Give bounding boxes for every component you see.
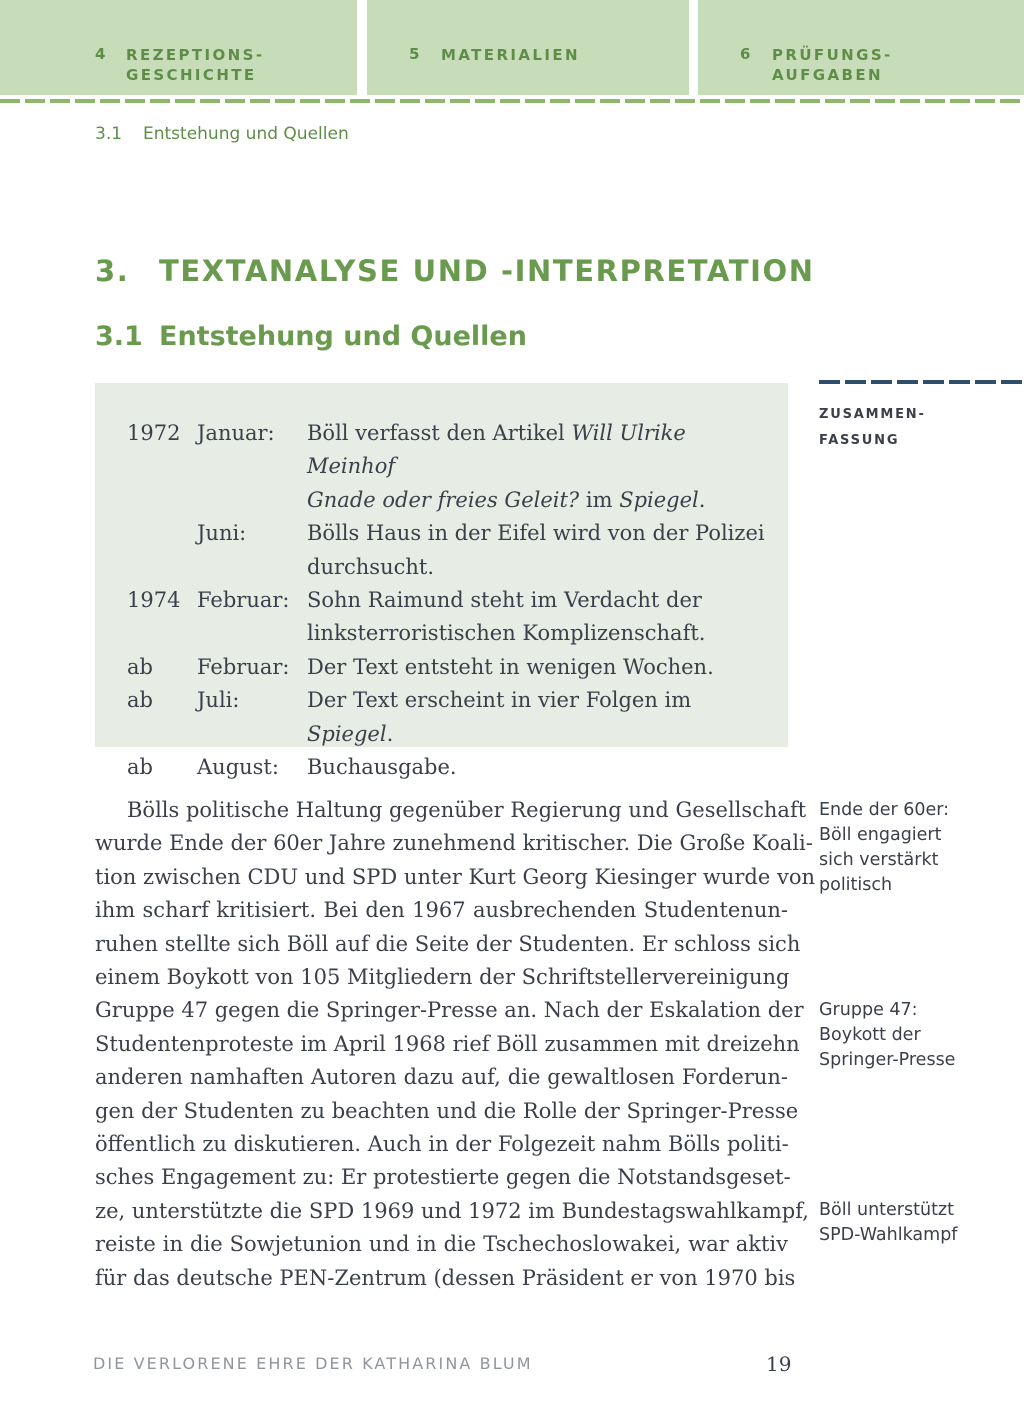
timeline-text (307, 684, 767, 751)
summary-box (95, 383, 788, 780)
body-line: Studentenproteste im April 1968 rief Böll zusammen mit dreizehn (95, 1031, 800, 1056)
timeline-year: 1974 (127, 588, 181, 613)
timeline-row (127, 684, 767, 751)
timeline-month: Februar: (197, 654, 290, 679)
body-line: wurde Ende der 60er Jahre zunehmend kritischer. Die Große Koali- (95, 831, 813, 856)
tab-label: MATERIALIEN (441, 46, 580, 64)
tab-number: 5 (409, 45, 422, 63)
text-line: linksterroristischen Komplizenschaft. (307, 621, 706, 646)
text-line: Buchausgabe. (307, 755, 457, 780)
body-line: ruhen stellte sich Böll auf die Seite der Studenten. Er schloss sich (95, 931, 801, 956)
sidebar-dashed-divider (819, 380, 1024, 384)
text-run: im (579, 487, 620, 512)
text-run: . (386, 721, 394, 746)
timeline-row (127, 517, 767, 584)
tab-materialien[interactable] (367, 0, 689, 95)
body-line: Gruppe 47 gegen die Springer-Presse an. Nach der Eskalation der (95, 998, 804, 1023)
body-line: reiste in die Sowjetunion und in die Tschechoslowakei, war aktiv (95, 1232, 788, 1257)
timeline-text (307, 584, 767, 651)
footer-book-title: DIE VERLORENE EHRE DER KATHARINA BLUM (93, 1354, 533, 1373)
text-line: Sohn Raimund steht im Verdacht der (307, 588, 702, 613)
timeline-year: ab (127, 654, 153, 679)
tab-pruefungsaufgaben[interactable] (698, 0, 1024, 95)
body-line: Bölls politische Haltung gegenüber Regierung und Gesellschaft (127, 798, 807, 822)
tab-label: REZEPTIONS- GESCHICHTE (126, 46, 265, 84)
chapter-heading (95, 254, 815, 288)
timeline-text (307, 651, 767, 684)
body-line: ihm scharf kritisiert. Bei den 1967 ausbrechenden Studentenun- (95, 898, 788, 923)
page-number: 19 (766, 1352, 792, 1376)
magazine-name: Spiegel (307, 721, 387, 746)
section-number: 3.1 (95, 321, 143, 352)
margin-note: Böll unterstützt SPD-Wahlkampf (819, 1200, 958, 1245)
timeline-row (127, 651, 767, 684)
body-line: öffentlich zu diskutieren. Auch in der Folgezeit nahm Bölls politi- (95, 1132, 789, 1157)
text-run: Böll verfasst den Artikel (307, 421, 572, 445)
timeline-month: Juli: (197, 688, 240, 713)
timeline-month: Januar: (197, 421, 275, 445)
article-title: Will Ulrike Meinhof (307, 421, 686, 479)
timeline (127, 417, 767, 784)
section-title: Entstehung und Quellen (159, 321, 527, 352)
body-line: sches Engagement zu: Er protestierte gegen die Notstandsgeset- (95, 1165, 791, 1190)
margin-note: Gruppe 47: Boykott der Springer-Presse (819, 1000, 956, 1070)
text-run: . (698, 487, 706, 512)
magazine-name: Spiegel (619, 487, 699, 512)
timeline-row (127, 584, 767, 651)
summary-side-label: ZUSAMMEN- FASSUNG (819, 407, 926, 448)
tab-label: PRÜFUNGS- AUFGABEN (772, 46, 893, 84)
timeline-month: Juni: (197, 521, 247, 546)
text-line: Der Text entsteht in wenigen Wochen. (307, 654, 714, 679)
chapter-number: 3. (95, 254, 130, 288)
timeline-text (307, 517, 767, 584)
body-line: anderen namhaften Autoren dazu auf, die gewaltlosen Forderun- (95, 1065, 788, 1090)
timeline-month: August: (197, 755, 279, 780)
margin-note: Ende der 60er: Böll engagiert sich verstärkt politisch (819, 800, 950, 895)
body-line: einem Boykott von 105 Mitgliedern der Schriftstellervereinigung (95, 965, 790, 990)
timeline-text (307, 751, 767, 784)
timeline-row (127, 751, 767, 784)
timeline-text (307, 417, 767, 517)
timeline-month: Februar: (197, 588, 290, 613)
body-line: für das deutsche PEN-Zentrum (dessen Präsident er von 1970 bis (95, 1265, 796, 1290)
timeline-row (127, 417, 767, 517)
body-line: gen der Studenten zu beachten und die Rolle der Springer-Presse (95, 1098, 799, 1123)
text-run: Der Text erscheint in vier Folgen im (307, 688, 692, 713)
running-head-title: Entstehung und Quellen (143, 124, 349, 144)
article-title-cont: Gnade oder freies Geleit? (307, 487, 580, 512)
chapter-title: TEXTANALYSE UND -INTERPRETATION (159, 254, 815, 288)
timeline-year: ab (127, 688, 153, 713)
tab-number: 6 (740, 45, 753, 63)
running-head (95, 124, 349, 144)
tab-rezeptionsgeschichte[interactable] (0, 0, 357, 95)
section-heading (95, 321, 527, 352)
body-paragraph (95, 794, 816, 1295)
body-line: ze, unterstützte die SPD 1969 und 1972 im Bundestagswahlkampf, (95, 1198, 809, 1223)
text-line: Bölls Haus in der Eifel wird von der Polizei (307, 521, 765, 546)
body-line: tion zwischen CDU und SPD unter Kurt Georg Kiesinger wurde von (95, 864, 816, 889)
timeline-year: ab (127, 755, 153, 780)
tab-number: 4 (95, 45, 108, 63)
timeline-year: 1972 (127, 421, 181, 445)
text-line: durchsucht. (307, 554, 434, 579)
running-head-number: 3.1 (95, 124, 123, 144)
header-dashed-divider (0, 99, 1024, 103)
